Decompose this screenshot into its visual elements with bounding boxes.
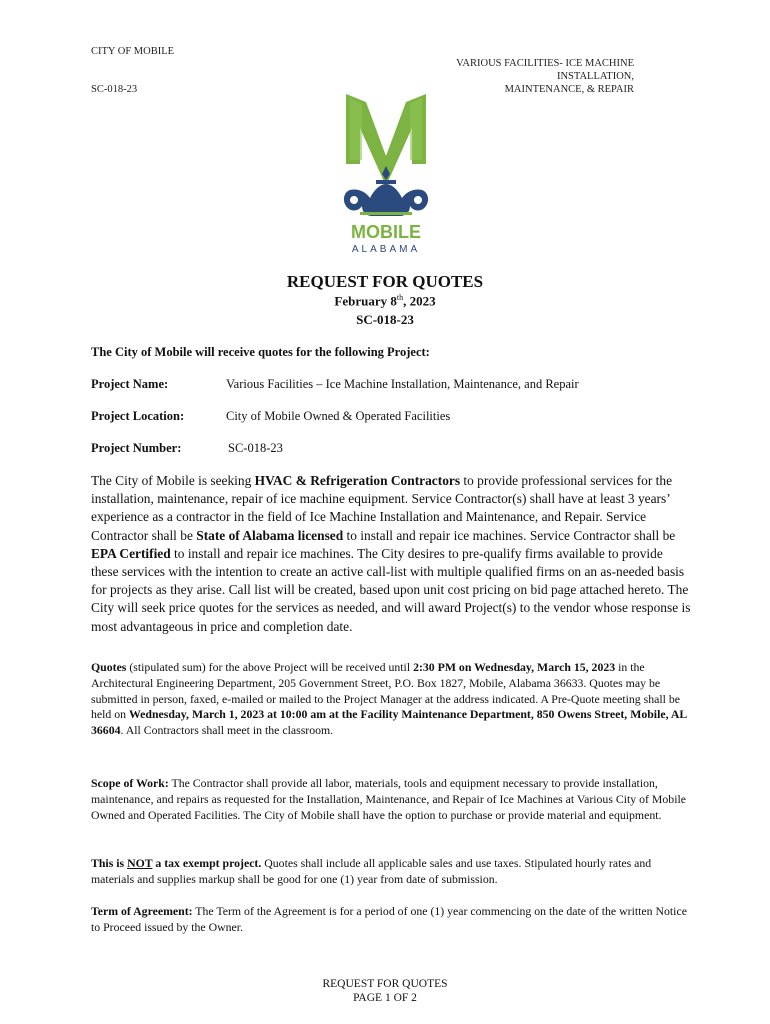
text-run: in the Architectural Engineering Department, 205 Government Street, P.O. Box 1827, Mobile, Alabama 36633. Quotes may be submitted in person, faxed, e-mailed or mailed to the Project Manager at the address indicated. A Pre-Quote meeting shall be held on [91, 660, 681, 722]
page-footer [0, 977, 770, 1005]
date-superscript: th [396, 293, 404, 302]
bold-run: 2:30 PM on Wednesday, March 15, 2023 [413, 660, 616, 674]
date-prefix: February 8 [334, 293, 397, 309]
bold-run: Scope of Work: [91, 776, 169, 790]
bold-run: This is [91, 856, 128, 870]
project-name-value: Various Facilities – Ice Machine Installation, Maintenance, and Repair [226, 377, 579, 391]
text-run: Quotes shall include all applicable sales and use taxes. Stipulated hourly rates and materials and supplies markup shall be good for one (1) year from date of submission. [91, 856, 652, 886]
project-location-value: City of Mobile Owned & Operated Facilities [226, 409, 451, 423]
project-location-label: Project Location: [91, 409, 185, 423]
logo-subtext: ALABAMA [351, 244, 421, 254]
bold-run: a tax exempt project. [152, 856, 262, 870]
project-number-label: Project Number: [91, 441, 182, 455]
text-run: . All Contractors shall meet in the classroom. [120, 723, 334, 738]
date-suffix: , 2023 [403, 293, 436, 309]
bold-run: Quotes [91, 660, 127, 674]
project-number-value: SC-018-23 [228, 441, 283, 455]
bold-run: Wednesday, March 1, 2023 at 10:00 am at the Facility Maintenance Department, 850 Owens Street, Mobile, AL 36604 [91, 707, 687, 738]
text-run: The City of Mobile is seeking [91, 473, 255, 488]
text-run: to provide professional services for the installation, maintenance, repair of ice machine equipment. Service Contractor(s) shall have at least 3 years’ experience as a contractor in the field of Ice Machine Installation and Maintenance, and Repair. Service Contractor shall be [91, 473, 673, 543]
bold-run: HVAC & Refrigeration Contractors [254, 473, 461, 488]
bold-run: EPA Certified [91, 545, 171, 561]
document-title: REQUEST FOR QUOTES [286, 272, 484, 291]
logo-text: MOBILE [351, 222, 421, 242]
text-run: The Term of the Agreement is for a period of one (1) year commencing on the date of the written Notice to Proceed issued by the Owner. [91, 904, 687, 934]
scope-of-work-paragraph [91, 776, 691, 823]
text-run: The Contractor shall provide all labor, materials, tools and equipment necessary to provide installation, maintenance, and repairs as requested for the Installation, Maintenance, and Repair of Ice Machines at Various City of Mobile Owned and Operated Facilities. The City of Mobile shall have the option to purchase or provide material and equipment. [91, 776, 686, 822]
header-project-line: INSTALLATION, [556, 71, 634, 82]
document-date [0, 293, 770, 309]
underlined-run: NOT [127, 856, 153, 870]
bold-run: State of Alabama licensed [196, 527, 344, 543]
intro-statement: The City of Mobile will receive quotes for the following Project: [91, 345, 430, 359]
header-org: CITY OF MOBILE [91, 46, 175, 57]
bold-run: Term of Agreement: [91, 904, 193, 918]
term-of-agreement-paragraph [91, 904, 691, 936]
header-project-line: MAINTENANCE, & REPAIR [504, 84, 634, 95]
header-code: SC-018-23 [91, 84, 138, 95]
document-code: SC-018-23 [356, 312, 414, 327]
text-run: to install and repair ice machines. Service Contractor shall be [343, 527, 676, 543]
main-paragraph [91, 472, 691, 636]
logo-fleur-icon [344, 166, 428, 216]
header-project-line: VARIOUS FACILITIES- ICE MACHINE [456, 58, 634, 69]
footer-title: REQUEST FOR QUOTES [322, 978, 448, 990]
text-run: (stipulated sum) for the above Project will be received until [126, 660, 414, 674]
page-number: PAGE 1 OF 2 [353, 992, 417, 1004]
city-of-mobile-logo [340, 94, 432, 254]
quotes-paragraph [91, 660, 691, 739]
text-run: to install and repair ice machines. The City desires to pre-qualify firms available to provide these services with the intention to create an active call-list with multiple qualified firms on an as-needed basis for projects as they arise. Call list will be created, based upon unit cost pricing on bid page attached hereto. The City will seek price quotes for the services as needed, and will award Project(s) to the vendor whose response is most advantageous in price and completion date. [91, 545, 691, 634]
tax-paragraph [91, 856, 691, 888]
project-name-label: Project Name: [91, 377, 169, 391]
header-project-title [374, 57, 634, 96]
